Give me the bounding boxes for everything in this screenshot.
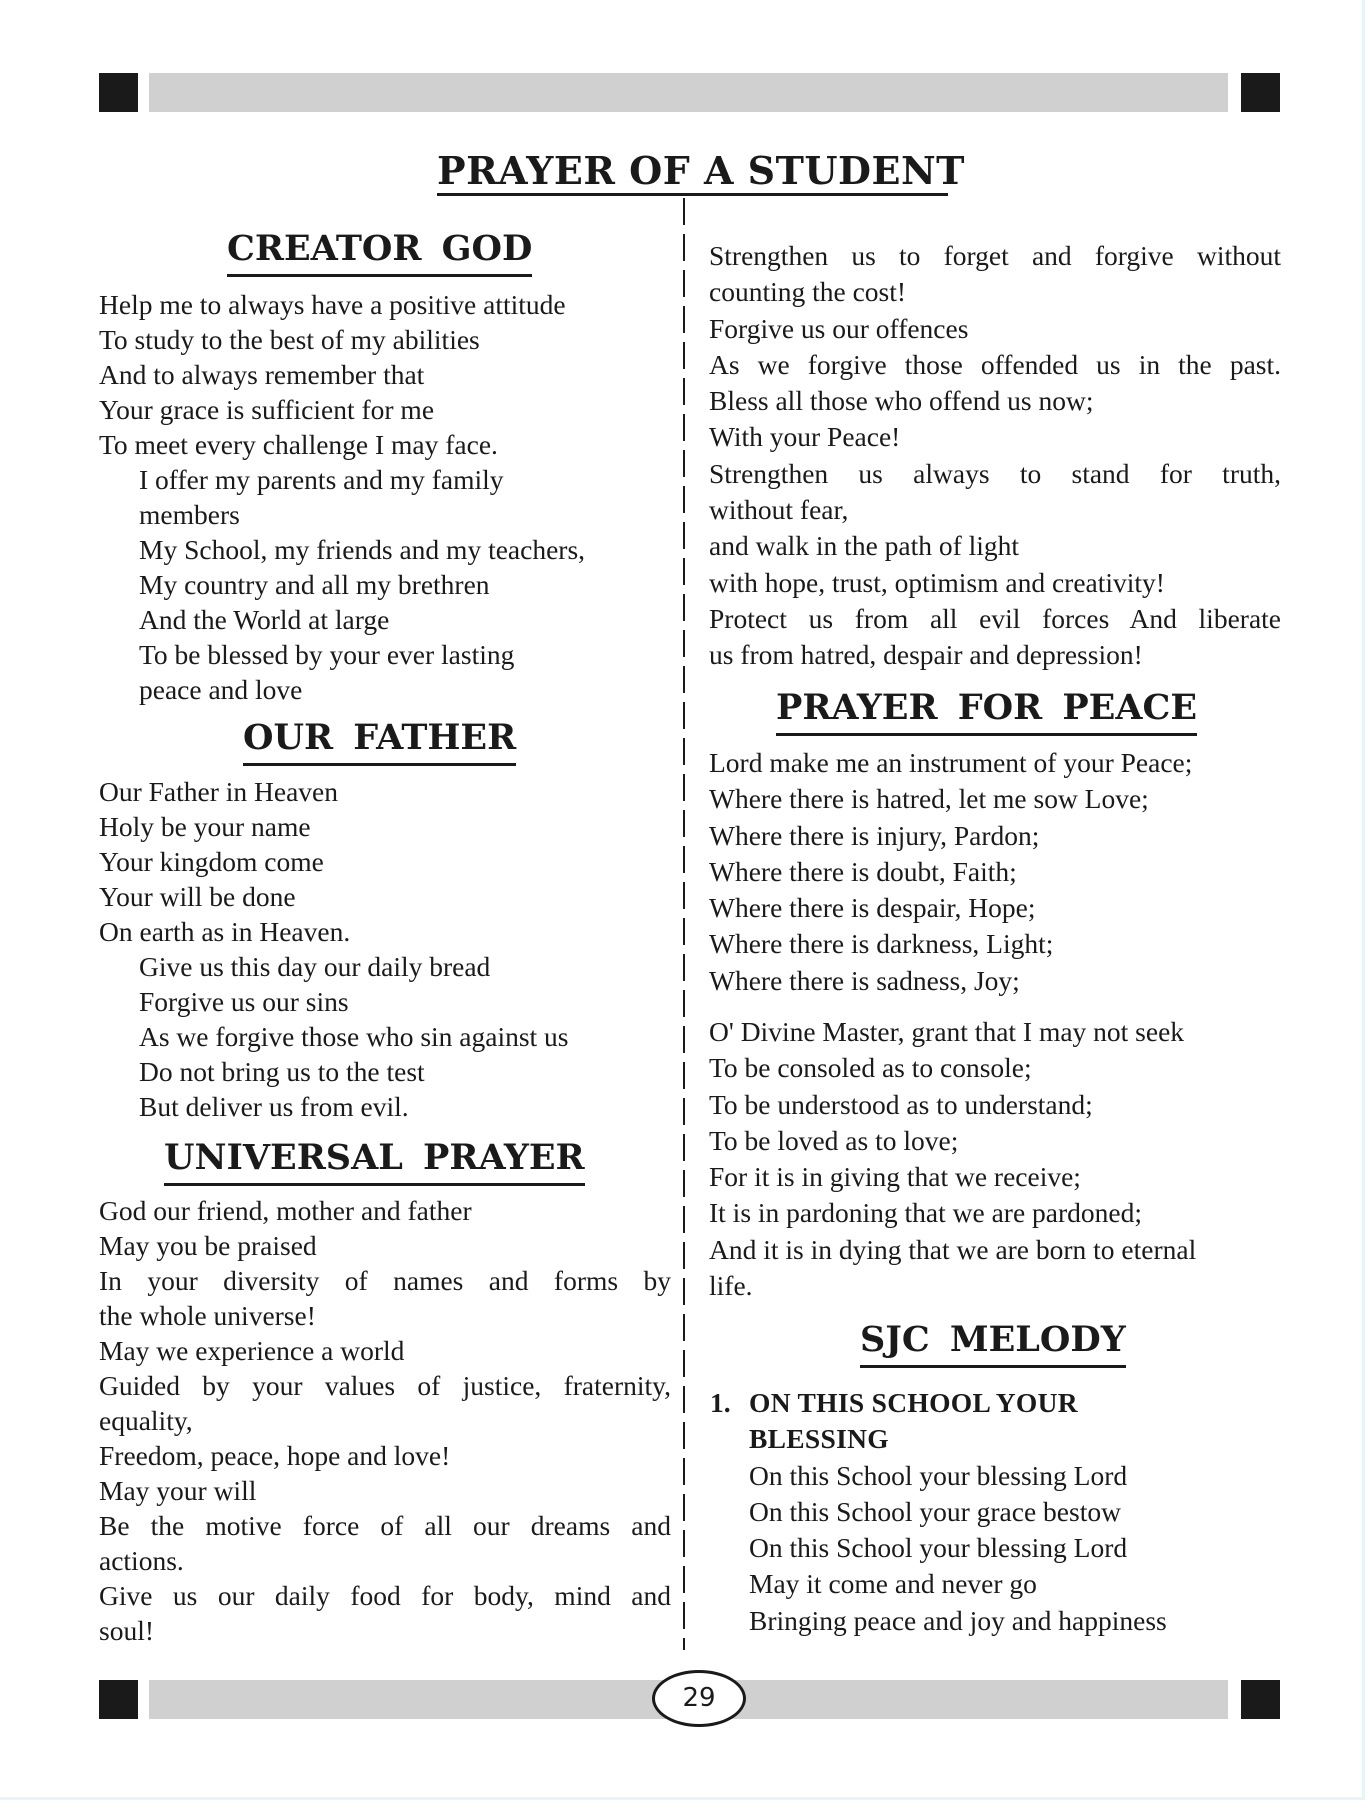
- text-line: To be consoled as to console;: [709, 1052, 1032, 1084]
- text-line: God our friend, mother and father: [99, 1195, 472, 1226]
- text-line: O' Divine Master, grant that I may not seek: [709, 1016, 1185, 1047]
- text-line: Bless all those who offend us now;: [709, 385, 1094, 417]
- prayer-for-peace-stanza-1: [709, 745, 1281, 999]
- header-bar: [149, 73, 1228, 112]
- text-line: My country and all my brethren: [139, 569, 490, 600]
- page-title: PRAYER OF A STUDENT: [437, 148, 948, 196]
- text-line: Guided by your values of justice, fraternity,: [99, 1370, 671, 1401]
- text-line: And the World at large: [139, 604, 390, 635]
- song-title-line: ON THIS SCHOOL YOUR: [749, 1387, 1078, 1418]
- text-line: It is in pardoning that we are pardoned;: [709, 1197, 1142, 1229]
- text-line: Bringing peace and joy and happiness: [749, 1604, 1167, 1636]
- text-line: On earth as in Heaven.: [99, 916, 351, 947]
- text-line: peace and love: [139, 674, 303, 705]
- heading-creator-god: CREATOR GOD: [227, 228, 532, 277]
- text-line: As we forgive those who sin against us: [139, 1021, 569, 1052]
- text-line: In your diversity of names and forms by: [99, 1265, 671, 1296]
- our-father-text: [99, 774, 671, 1124]
- text-line: Where there is hatred, let me sow Love;: [709, 783, 1149, 815]
- text-line: Where there is doubt, Faith;: [709, 855, 1017, 887]
- text-line: actions.: [99, 1545, 184, 1576]
- text-line: But deliver us from evil.: [139, 1091, 409, 1122]
- creator-god-text: [99, 287, 671, 707]
- text-line: Where there is injury, Pardon;: [709, 819, 1040, 851]
- text-line: Where there is sadness, Joy;: [709, 964, 1020, 996]
- prayer-for-peace-stanza-2: [709, 1014, 1281, 1304]
- text-line: To meet every challenge I may face.: [99, 429, 498, 460]
- text-line: Your grace is sufficient for me: [99, 394, 435, 425]
- text-line: As we forgive those offended us in the past.: [709, 348, 1281, 380]
- text-line: My School, my friends and my teachers,: [139, 534, 586, 565]
- text-line: equality,: [99, 1405, 193, 1436]
- text-line: With your Peace!: [709, 421, 901, 453]
- text-line: To be understood as to understand;: [709, 1088, 1093, 1120]
- text-line: On this School your blessing Lord: [749, 1459, 1128, 1491]
- text-line: Freedom, peace, hope and love!: [99, 1440, 451, 1471]
- text-line: On this School your grace bestow: [749, 1495, 1121, 1527]
- text-line: Strengthen us always to stand for truth,: [709, 457, 1281, 489]
- text-line: And it is in dying that we are born to eternal: [709, 1233, 1197, 1265]
- text-line: with hope, trust, optimism and creativity!: [709, 566, 1165, 598]
- text-line: Forgive us our sins: [139, 986, 349, 1017]
- text-line: Do not bring us to the test: [139, 1056, 425, 1087]
- text-line: us from hatred, despair and depression!: [709, 639, 1143, 671]
- text-line: Strengthen us to forget and forgive without: [709, 240, 1281, 271]
- student-prayer-continued-text: [709, 238, 1281, 674]
- text-line: without fear,: [709, 494, 849, 526]
- text-line: Holy be your name: [99, 811, 311, 842]
- text-line: Lord make me an instrument of your Peace;: [709, 747, 1193, 778]
- list-item: [709, 1385, 1281, 1639]
- text-line: Protect us from all evil forces And liberate: [709, 602, 1281, 634]
- text-line: For it is in giving that we receive;: [709, 1161, 1081, 1193]
- text-line: Be the motive force of all our dreams and: [99, 1510, 671, 1541]
- text-line: Where there is darkness, Light;: [709, 928, 1054, 960]
- text-line: soul!: [99, 1615, 154, 1646]
- footer-corner-block-left: [99, 1680, 138, 1719]
- text-line: May it come and never go: [749, 1568, 1037, 1600]
- header-corner-block-left: [99, 73, 138, 112]
- header-corner-block-right: [1241, 73, 1280, 112]
- column-divider: [683, 198, 685, 1650]
- text-line: the whole universe!: [99, 1300, 316, 1331]
- page-number: 29: [652, 1670, 746, 1727]
- footer-corner-block-right: [1241, 1680, 1280, 1719]
- text-line: To study to the best of my abilities: [99, 324, 480, 355]
- text-line: Your will be done: [99, 881, 296, 912]
- text-line: life.: [709, 1270, 753, 1302]
- text-line: May we experience a world: [99, 1335, 405, 1366]
- heading-prayer-for-peace: PRAYER FOR PEACE: [776, 687, 1197, 736]
- song-title-line: BLESSING: [749, 1423, 889, 1455]
- text-line: May your will: [99, 1475, 257, 1506]
- list-number: 1.: [710, 1387, 731, 1418]
- text-line: Give us this day our daily bread: [139, 951, 491, 982]
- text-line: and walk in the path of light: [709, 530, 1020, 562]
- heading-universal-prayer: UNIVERSAL PRAYER: [164, 1137, 585, 1186]
- text-line: Forgive us our offences: [709, 312, 969, 344]
- text-line: Where there is despair, Hope;: [709, 892, 1036, 924]
- text-line: Our Father in Heaven: [99, 776, 339, 807]
- text-line: members: [139, 499, 240, 530]
- heading-sjc-melody: SJC MELODY: [860, 1319, 1126, 1368]
- text-line: Help me to always have a positive attitude: [99, 289, 566, 320]
- sjc-melody-list: [709, 1385, 1281, 1639]
- universal-prayer-text: [99, 1193, 671, 1648]
- text-line: Give us our daily food for body, mind and: [99, 1580, 671, 1611]
- text-line: And to always remember that: [99, 359, 425, 390]
- text-line: Your kingdom come: [99, 846, 324, 877]
- heading-our-father: OUR FATHER: [243, 717, 516, 766]
- text-line: counting the cost!: [709, 276, 907, 308]
- text-line: I offer my parents and my family: [139, 464, 504, 495]
- text-line: To be blessed by your ever lasting: [139, 639, 515, 670]
- text-line: May you be praised: [99, 1230, 317, 1261]
- text-line: On this School your blessing Lord: [749, 1532, 1128, 1564]
- text-line: To be loved as to love;: [709, 1124, 959, 1156]
